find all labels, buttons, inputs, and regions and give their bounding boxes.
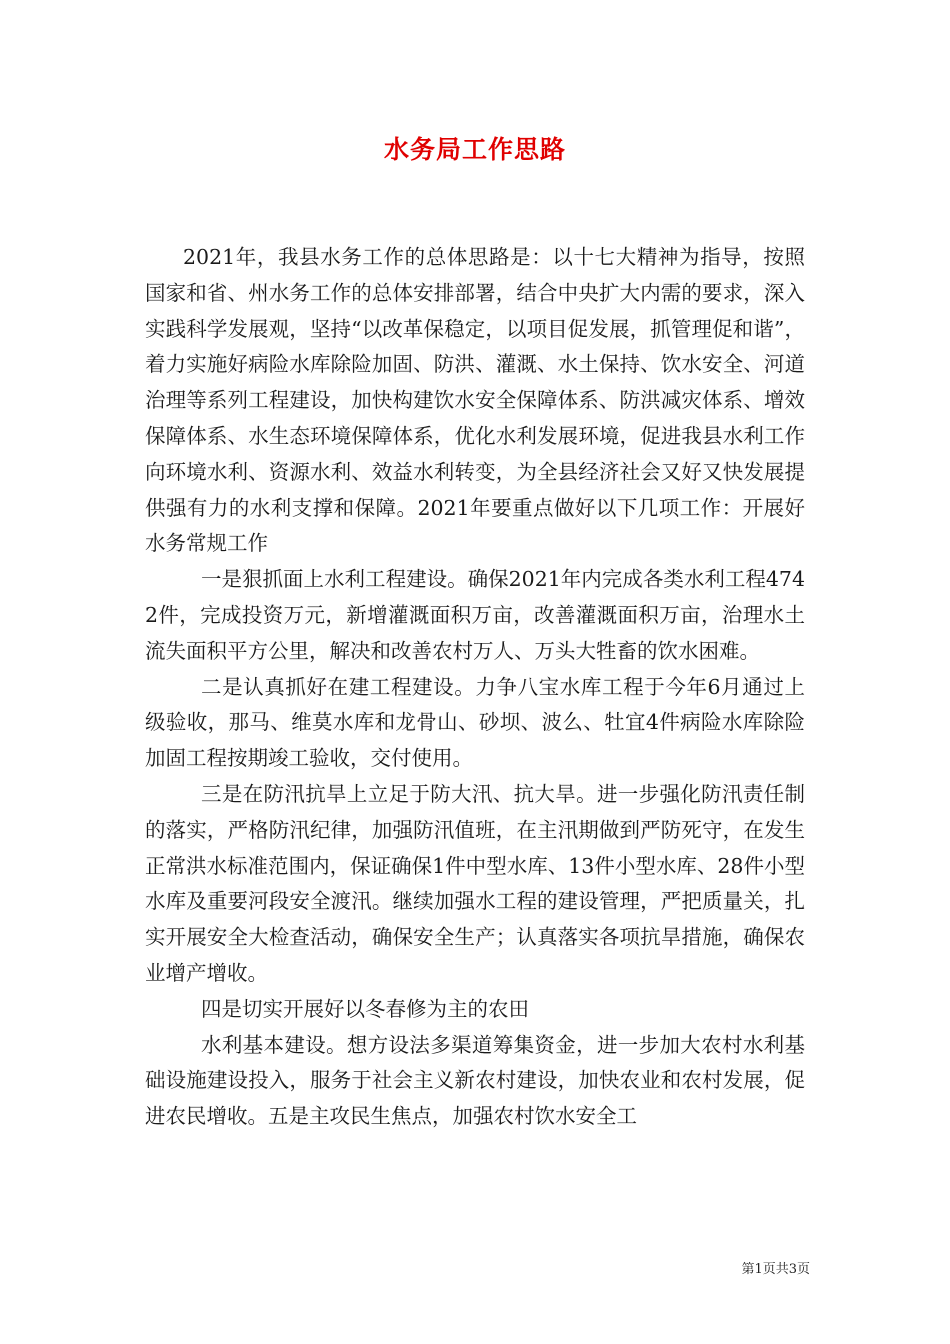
paragraph-3: 二是认真抓好在建工程建设。力争八宝水库工程于今年6月通过上级验收，那马、维莫水库和龙骨山、砂坝、波么、牡宜4件病险水库除险加固工程按期竣工验收，交付使用。 [145, 674, 805, 771]
page-number: 第1页共3页 [741, 1262, 810, 1277]
document-body [145, 240, 805, 1135]
paragraph-2: 一是狠抓面上水利工程建设。确保2021年内完成各类水利工程4742件，完成投资万元，新增灌溉面积万亩，改善灌溉面积万亩，治理水土流失面积平方公里，解决和改善农村万人、万头大牲畜的饮水困难。 [145, 567, 805, 663]
paragraph-1: 2021年，我县水务工作的总体思路是：以十七大精神为指导，按照国家和省、州水务工作的总体安排部署，结合中央扩大内需的要求，深入实践科学发展观，坚持“以改革保稳定，以项目促发展，抓管理促和谐”，着力实施好病险水库除险加固、防洪、灌溉、水土保持、饮水安全、河道治理等系列工程建设，加快构建饮水安全保障体系、防洪减灾体系、增效保障体系、水生态环境保障体系，优化水利发展环境，促进我县水利工作向环境水利、资源水利、效益水利转变，为全县经济社会又好又快发展提供强有力的水利支撑和保障。2021年要重点做好以下几项工作：开展好水务常规工作 [145, 245, 805, 556]
paragraph-6: 水利基本建设。想方设法多渠道筹集资金，进一步加大农村水利基础设施建设投入，服务于社会主义新农村建设，加快农业和农村发展，促进农民增收。五是主攻民生焦点，加强农村饮水安全工 [145, 1032, 805, 1129]
paragraph-5: 四是切实开展好以冬春修为主的农田 [201, 996, 529, 1021]
document-title: 水务局工作思路 [383, 135, 566, 164]
paragraph-4: 三是在防汛抗旱上立足于防大汛、抗大旱。进一步强化防汛责任制的落实，严格防汛纪律，加强防汛值班，在主汛期做到严防死守，在发生正常洪水标准范围内，保证确保1件中型水库、13件小型水库、28件小型水库及重要河段安全渡汛。继续加强水工程的建设管理，严把质量关，扎实开展安全大检查活动，确保安全生产；认真落实各项抗旱措施，确保农业增产增收。 [145, 781, 805, 985]
